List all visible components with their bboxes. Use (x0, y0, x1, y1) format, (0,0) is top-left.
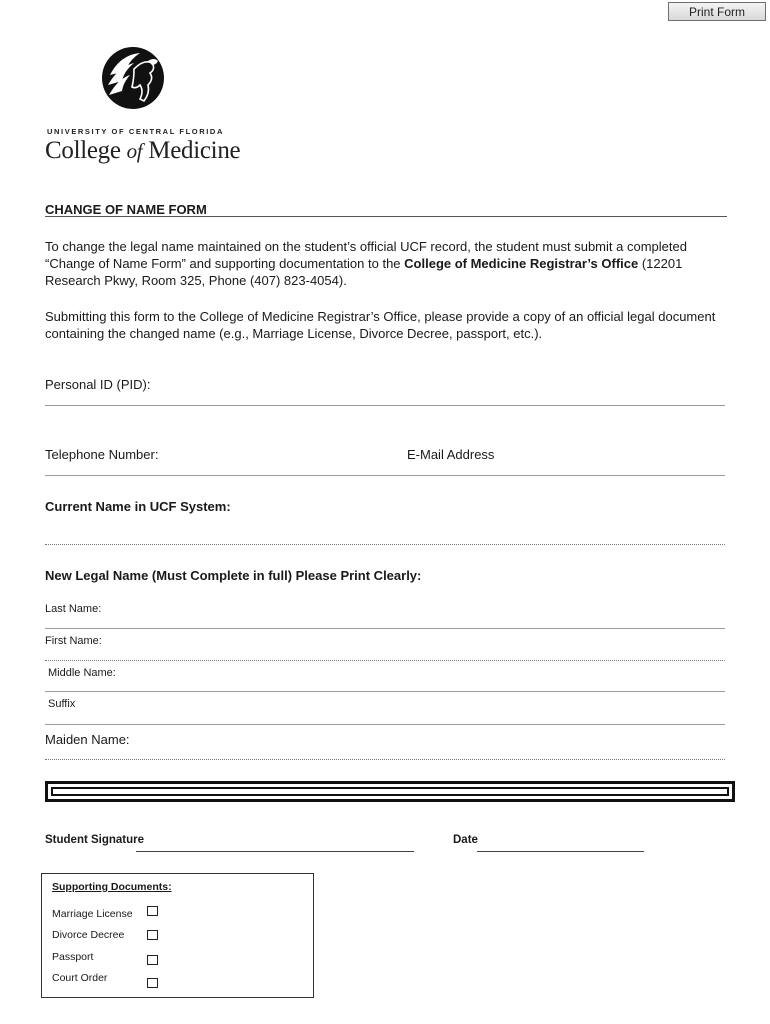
maiden-name-label: Maiden Name: (45, 732, 130, 747)
first-name-label: First Name: (45, 635, 102, 647)
title-divider (45, 216, 727, 217)
date-field[interactable] (477, 851, 644, 852)
ucf-pegasus-logo-icon (100, 45, 166, 111)
current-name-field[interactable] (45, 544, 725, 545)
new-legal-name-label: New Legal Name (Must Complete in full) Please Print Clearly: (45, 568, 422, 583)
passport-checkbox[interactable] (147, 955, 158, 965)
supporting-documents-title: Supporting Documents: (52, 881, 172, 893)
doc-passport-label: Passport (52, 951, 94, 963)
suffix-label: Suffix (48, 698, 76, 710)
court-order-checkbox[interactable] (147, 978, 158, 988)
university-name: UNIVERSITY OF CENTRAL FLORIDA (47, 127, 224, 136)
email-label: E-Mail Address (407, 447, 495, 462)
student-signature-label: Student Signature (45, 834, 145, 846)
doc-marriage-license-label: Marriage License (52, 908, 133, 920)
telephone-email-field[interactable] (45, 475, 725, 476)
last-name-field[interactable] (45, 628, 725, 629)
student-signature-field[interactable] (136, 851, 414, 852)
maiden-name-field[interactable] (45, 759, 725, 760)
section-separator (45, 781, 735, 802)
telephone-label: Telephone Number: (45, 447, 159, 462)
marriage-license-checkbox[interactable] (147, 906, 158, 916)
current-name-label: Current Name in UCF System: (45, 499, 231, 514)
college-name: College of Medicine (45, 137, 241, 164)
doc-court-order-label: Court Order (52, 972, 108, 984)
middle-name-label: Middle Name: (48, 667, 116, 679)
submission-note-paragraph: Submitting this form to the College of Medicine Registrar’s Office, please provide a copy of an official legal document containing the changed name (e.g., Marriage License, Divorce Decree, passport, etc.). (45, 309, 716, 341)
pid-field[interactable] (45, 405, 725, 406)
middle-name-field[interactable] (45, 691, 725, 692)
doc-divorce-decree-label: Divorce Decree (52, 929, 125, 941)
date-label: Date (453, 834, 478, 846)
form-title: CHANGE OF NAME FORM (45, 202, 207, 217)
instructions-paragraph: To change the legal name maintained on the student’s official UCF record, the student must submit a completed “Change of Name Form” and supporting documentation to the College of Medicine Registrar’s Office (12201 Research Pkwy, Room 325, Phone (407) 823-4054). (45, 239, 687, 288)
pid-label: Personal ID (PID): (45, 377, 151, 392)
print-form-button[interactable]: Print Form (668, 2, 766, 21)
divorce-decree-checkbox[interactable] (147, 930, 158, 940)
suffix-field[interactable] (45, 724, 725, 725)
first-name-field[interactable] (45, 660, 725, 661)
last-name-label: Last Name: (45, 603, 102, 615)
